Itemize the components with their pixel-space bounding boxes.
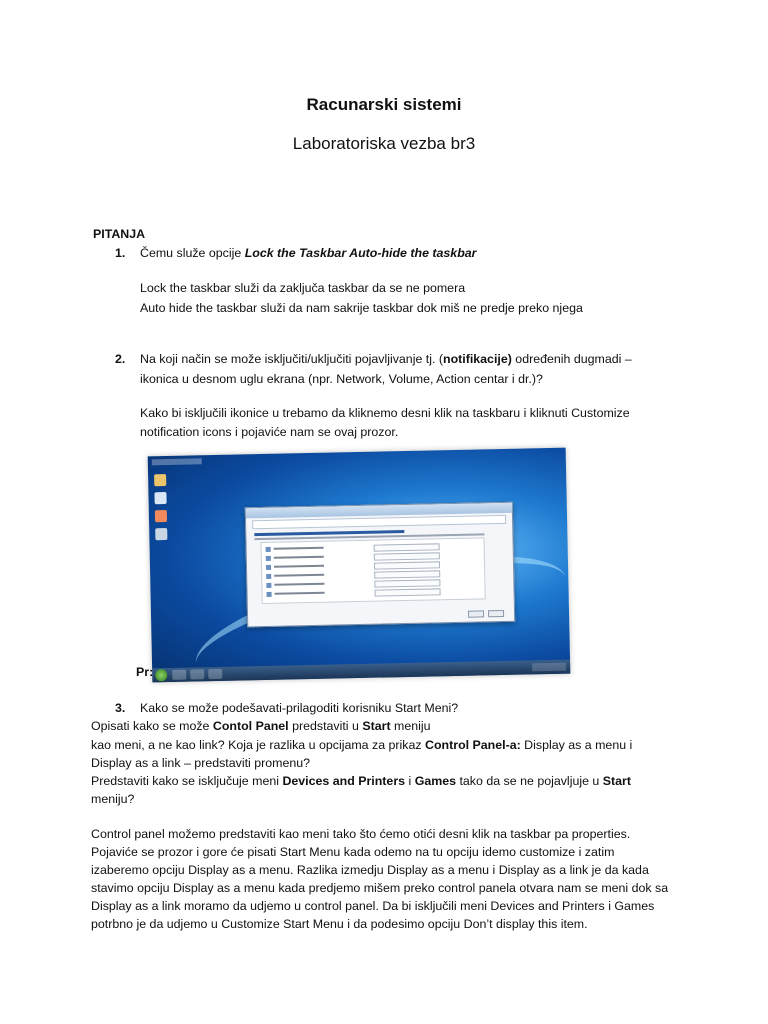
behavior-dropdown bbox=[375, 588, 441, 596]
answer-2-line-2: notification icons i pojaviće nam se ovaj prozor. bbox=[140, 425, 399, 439]
text-run-bold: Start bbox=[362, 719, 391, 733]
question-3-number: 3. bbox=[115, 701, 126, 715]
icon-placeholder bbox=[266, 583, 271, 588]
question-3-line-3 bbox=[91, 736, 632, 754]
answer-1-line-2: Auto hide the taskbar služi da nam sakrije taskbar dok miš ne predje preko njega bbox=[140, 301, 583, 315]
text-run: Opisati kako se može bbox=[91, 719, 213, 733]
question-2-text-bold: notifikacije) bbox=[443, 352, 512, 366]
text-run-bold: Control Panel-a: bbox=[425, 738, 521, 752]
text-run-bold: Games bbox=[414, 774, 457, 788]
cancel-button bbox=[488, 610, 504, 617]
answer-3-line-2: Pojaviće se prozor i gore će pisati Start Menu kada odemo na tu opciju idemo customize i zatim bbox=[91, 845, 615, 859]
question-1 bbox=[115, 244, 477, 262]
text-run-bold: Start bbox=[602, 774, 631, 788]
answer-2-line-1: Kako bi isključili ikonice u trebamo da kliknemo desni klik na taskbaru i kliknuti Customize bbox=[140, 406, 630, 420]
question-3-line-5 bbox=[91, 772, 631, 790]
answer-3-line-1: Control panel možemo predstaviti kao meni tako što ćemo otići desni klik na taskbar pa properties. bbox=[91, 827, 631, 841]
question-1-number: 1. bbox=[115, 246, 126, 260]
text-run-bold: Contol Panel bbox=[212, 719, 289, 733]
question-3-text: Kako se može podešavati-prilagoditi korisniku Start Meni? bbox=[140, 701, 459, 715]
behavior-dropdown bbox=[374, 561, 440, 569]
answer-3-line-3: izaberemo opciju Display as a menu. Razlika izmedju Display as a menu i Display as a link je da kada bbox=[91, 863, 649, 877]
document-subtitle: Laboratoriska vezba br3 bbox=[292, 134, 476, 153]
question-2-line-1 bbox=[115, 350, 632, 368]
behavior-dropdown bbox=[374, 570, 440, 578]
text-run: kao meni, a ne kao link? Koja je razlika u opcijama za prikaz bbox=[91, 738, 426, 752]
question-2-number: 2. bbox=[115, 352, 126, 366]
question-3-line-1 bbox=[115, 699, 458, 717]
icon-placeholder bbox=[266, 547, 271, 552]
text-run: meniju bbox=[390, 719, 431, 733]
text-run: predstaviti u bbox=[288, 719, 363, 733]
figure-label: Pr: bbox=[136, 665, 154, 679]
taskbar-button bbox=[190, 669, 204, 679]
browser-tab-strip bbox=[152, 458, 202, 465]
notification-icons-window bbox=[245, 502, 515, 628]
answer-3-line-5: Display as a link moramo da udjemo u control panel. Da bi isključili meni Devices and Printers i Games bbox=[91, 899, 655, 913]
question-1-text: Čemu služe opcije bbox=[140, 246, 245, 260]
answer-3-line-4: stavimo opciju Display as a menu kada predjemo mišem preko control panela otvara nam se meni dok sa bbox=[91, 881, 669, 895]
icon-placeholder bbox=[266, 565, 271, 570]
start-button-icon bbox=[155, 669, 167, 681]
ok-button bbox=[468, 610, 484, 617]
text-run: i bbox=[405, 774, 415, 788]
windows-screenshot-figure bbox=[148, 448, 571, 683]
notification-icons-table bbox=[260, 537, 485, 604]
section-heading: PITANJA bbox=[93, 227, 146, 241]
system-tray bbox=[532, 663, 566, 672]
behavior-dropdown bbox=[374, 552, 440, 560]
question-2-text-c: određenih dugmadi – bbox=[511, 352, 632, 366]
desktop-icon bbox=[154, 474, 166, 486]
taskbar-button bbox=[172, 670, 186, 680]
text-run: Display as a menu i bbox=[520, 738, 633, 752]
taskbar-button bbox=[208, 669, 222, 679]
icon-placeholder bbox=[266, 556, 271, 561]
document-title: Racunarski sistemi bbox=[306, 95, 462, 114]
question-3-line-2 bbox=[91, 717, 431, 735]
desktop-icon bbox=[154, 492, 166, 504]
text-run: tako da se ne pojavljuje u bbox=[456, 774, 603, 788]
question-1-emphasis: Lock the Taskbar Auto-hide the taskbar bbox=[244, 246, 477, 260]
text-run-bold: Devices and Printers bbox=[282, 774, 406, 788]
icon-placeholder bbox=[267, 592, 272, 597]
question-2-line-2: ikonica u desnom uglu ekrana (npr. Network, Volume, Action centar i dr.)? bbox=[140, 372, 543, 386]
question-3-line-4: Display as a link – predstaviti promenu? bbox=[91, 756, 311, 770]
answer-3-line-6: potrbno je da udjemo u Customize Start Menu i da podesimo opciju Don’t display this item. bbox=[91, 917, 588, 931]
text-run: Predstaviti kako se isključuje meni bbox=[91, 774, 283, 788]
answer-1-line-1: Lock the taskbar služi da zaključa taskbar da se ne pomera bbox=[140, 281, 466, 295]
question-2-text-a: Na koji način se može isključiti/uključiti pojavljivanje tj. ( bbox=[140, 352, 443, 366]
desktop-icon bbox=[155, 528, 167, 540]
desktop-icon bbox=[155, 510, 167, 522]
icon-placeholder bbox=[266, 574, 271, 579]
behavior-dropdown bbox=[374, 543, 440, 551]
behavior-dropdown bbox=[374, 579, 440, 587]
question-3-line-6: meniju? bbox=[91, 792, 135, 806]
